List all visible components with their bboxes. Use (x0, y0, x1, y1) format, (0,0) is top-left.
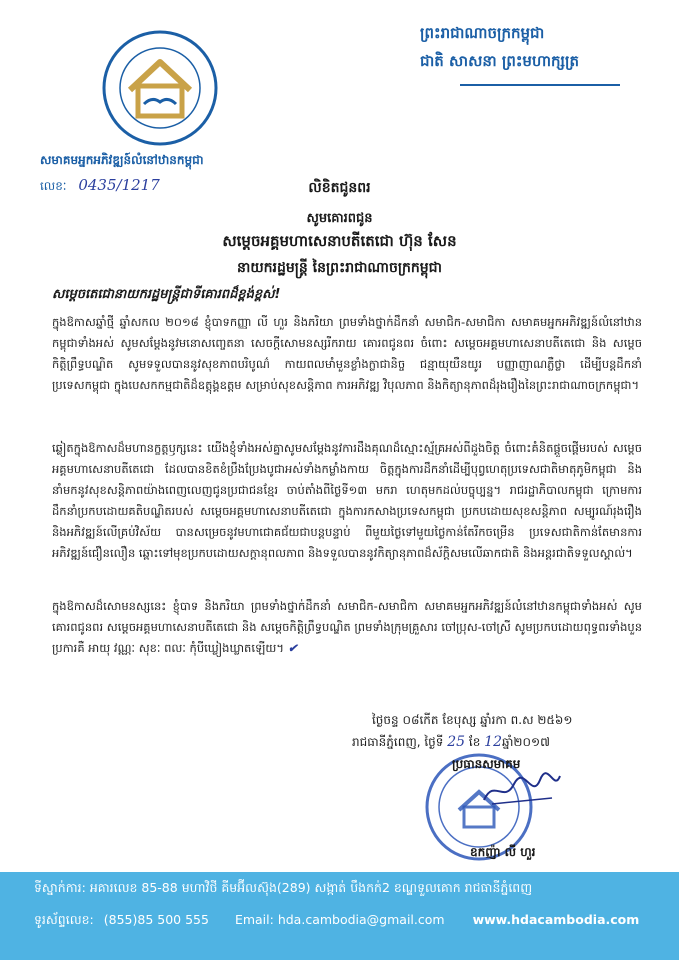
lunar-date: ថ្ងៃចន្ទ ០៨កើត ខែបុស្ស ឆ្នាំរកា ព.ស ២៥៦១ (372, 713, 573, 727)
paragraph-3-text: ក្នុងឱកាសដ៏សោមនស្សនេះ ខ្ញុំបាទ និងភរិយា ព្រមទាំងថ្នាក់ដឹកនាំ សមាជិក-សមាជិកា សមាគមអ្នកអភិវឌ្ឍន៍លំនៅឋានកម្ពុជាទាំងអស់ សូមគោរពជូនពរ សម្តេចអគ្គមហាសេនាបតីតេជោ និង សម្តេចកិត្តិព្រឹទ្ធបណ្ឌិត ព្រមទាំងក្រុមគ្រួសារ ចៅប្រុស-ចៅស្រី សូមប្រកបដោយពុទ្ធពរទាំងបួនប្រការគឺ អាយុ វណ្ណៈ សុខៈ ពលៈ កុំបីឃ្លៀងឃ្លាតឡើយ។ (52, 599, 642, 655)
national-motto: ជាតិ សាសនា ព្រះមហាក្សត្រ (420, 52, 579, 70)
paragraph-2: ឆ្លៀតក្នុងឱកាសដ៏មហានក្ខត្តឫក្សនេះ យើងខ្ញុំទាំងអស់គ្នាសូមសម្តែងនូវការដឹងគុណដ៏ស្មោះស្ម័គ្រអស់ពីដួងចិត្ត ចំពោះគំនិតផ្តួចផ្តើមរបស់ សម្តេចអគ្គមហាសេនាបតីតេជោ ដែលបានខិតខំប្រឹងប្រែងបូជាអស់ទាំងកម្លាំងកាយ ចិត្តក្នុងការដឹកនាំដើម្បីបុព្វហេតុប្រទេសជាតិមាតុភូមិកម្ពុជា និងនាំមកនូវសុខសន្តិភាពយ៉ាងពេញលេញជូនប្រជាជនខ្មែរ ចាប់តាំងពីថ្ងៃទី១៣ មករា ហេតុមកដល់បច្ចុប្បន្ន។ រាជរដ្ឋាភិបាលកម្ពុជា ក្រោមការដឹកនាំប្រកបដោយគតិបណ្ឌិតរបស់ សម្តេចអគ្គមហាសេនាបតីតេជោ ក្នុងការកសាងប្រទេសកម្ពុជា ប្រកបដោយសុខសន្តិភាព សម្បូរណ៍រុងរឿង និងអភិវឌ្ឍន៍លើគ្រប់វិស័យ បានសម្រេចនូវមហាជោគជ័យជាបន្តបន្ទាប់ ពីមួយថ្ងៃទៅមួយថ្ងៃកាន់តែរីកចម្រើន ប្រទេសជាតិកាន់តែមានការអភិវឌ្ឍន៍ជឿនលឿន ឆ្ពោះទៅមុខប្រកបដោយសក្តានុពលភាព និងទទួលបាននូវកិត្យានុភាពដ៏ស័ក្តិសមលើឆាកជាតិ និងអន្តរជាតិទទួលស្គាល់។ (52, 441, 642, 560)
email-link[interactable]: hda.cambodia@gmail.com (277, 912, 445, 927)
recipient-name: សម្តេចអគ្គមហាសេនាបតីតេជោ ហ៊ុន សែន (222, 232, 457, 250)
date-month-label: ខែ (468, 735, 481, 749)
signatory-role: ប្រធានសមាគម (452, 757, 521, 771)
motto-divider (460, 84, 620, 86)
signatory-name: ឧកញ៉ា លី ហួរ (470, 845, 536, 859)
footer-address (34, 880, 532, 899)
date-month: 12 (484, 734, 502, 750)
email-label: Email: (234, 912, 274, 927)
address-value: អគារលេខ 85-88 មហាវិថី គីមអ៊ីលស៊ុង(289) សង្កាត់ បឹងកក់2 ខណ្ឌទួលគោក រាជធានីភ្នំពេញ (89, 880, 533, 895)
document-type: លិខិតជូនពរ (308, 180, 371, 196)
phone-label: ទូរស័ព្ទលេខ: (34, 912, 94, 927)
date-year: ឆ្នាំ២០១៧ (502, 735, 550, 749)
handwritten-mark: ✔ (287, 641, 298, 655)
phone-value: (855)85 500 555 (103, 912, 209, 927)
paragraph-1: ក្នុងឱកាសឆ្នាំថ្មី ឆ្នាំសកល ២០១៨ ខ្ញុំបាទកញ្ញា លី ហួរ និងភរិយា ព្រមទាំងថ្នាក់ដឹកនាំ សមាជិក-សមាជិកា សមាគមអ្នកអភិវឌ្ឍន៍លំនៅឋានកម្ពុជាទាំងអស់ សូមសម្តែងនូវមនោសញ្ចេតនា សេចក្តីសោមនស្សរីករាយ គោរពជូនពរ ចំពោះ សម្តេចអគ្គមហាសេនាបតីតេជោ និង សម្តេចកិត្តិព្រឹទ្ធបណ្ឌិត សូមទទួលបាននូវសុខភាពបរិបូណ៌ កាយពលមាំមួនខ្លាំងក្លាជានិច្ច ជន្មាយុយឺនយូរ បញ្ញាញាណភ្លឺថ្លា ដើម្បីបន្តដឹកនាំប្រទេសកម្ពុជា ក្នុងបេសកកម្មជាតិដ៏ឧត្តុង្គឧត្តម សម្រាប់សុខសន្តិភាព ការអភិវឌ្ឍ វិបុលភាព និងកិត្យានុភាពដ៏រុងរឿងនៃព្រះរាជាណាចក្រកម្ពុជា។ (52, 315, 642, 392)
date-prefix: រាជធានីភ្នំពេញ, ថ្ងៃទី (352, 735, 444, 749)
recipient-title: នាយករដ្ឋមន្ត្រី នៃព្រះរាជាណាចក្រកម្ពុជា (236, 260, 443, 276)
website-link[interactable]: www.hdacambodia.com (472, 912, 640, 927)
date-day: 25 (447, 734, 466, 750)
address-label: ទីស្នាក់ការ: (34, 880, 86, 895)
gregorian-date (352, 734, 550, 752)
paragraph-3 (52, 596, 642, 659)
reference-label: លេខៈ (40, 179, 67, 193)
footer-contacts (34, 912, 639, 931)
org-logo (100, 28, 220, 148)
org-name: សមាគមអ្នកអភិវឌ្ឍន៍លំនៅឋានកម្ពុជា (40, 153, 204, 167)
reference-value: 0435/1217 (78, 176, 160, 194)
salutation: សូមគោរពជូន (306, 211, 373, 226)
subject-line: សម្តេចតេជោនាយករដ្ឋមន្ត្រីជាទីគោរពដ៏ខ្ពង់ខ្ពស់! (52, 287, 281, 302)
kingdom-title: ព្រះរាជាណាចក្រកម្ពុជា (420, 24, 545, 42)
signature (482, 770, 562, 810)
